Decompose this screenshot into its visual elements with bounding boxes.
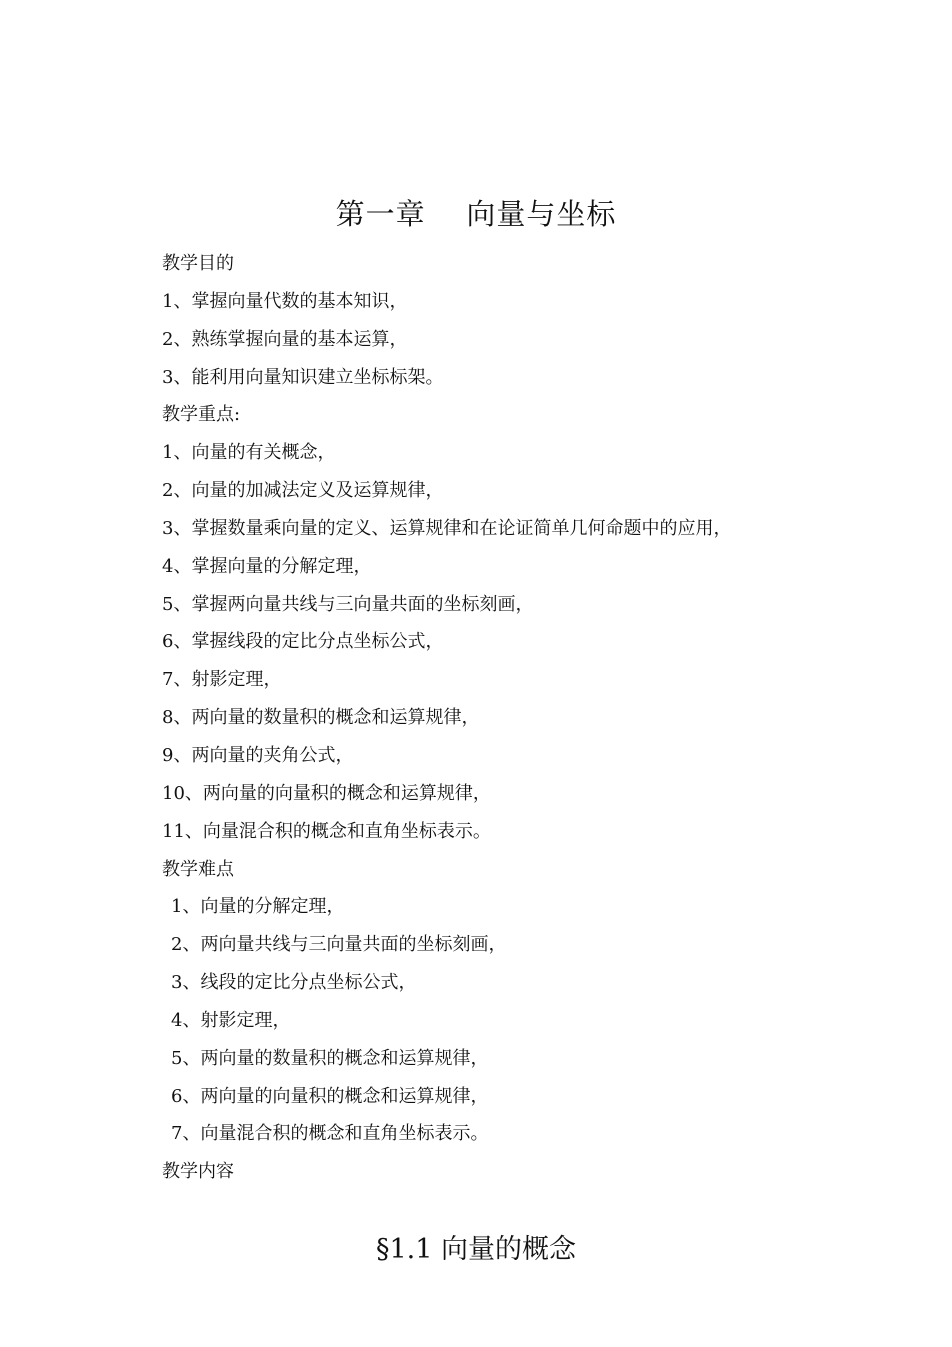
objectives-heading: 教学目的 <box>162 253 234 274</box>
objective-item: 3、能利用向量知识建立坐标标架。 <box>162 366 444 388</box>
key-point-item: 1、向量的有关概念， <box>162 442 336 464</box>
key-point-item: 8、两向量的数量积的概念和运算规律， <box>162 707 480 729</box>
key-points-heading: 教学重点: <box>162 404 241 426</box>
section-title: §1.1 向量的概念 <box>375 1234 577 1265</box>
key-point-item: 10、两向量的向量积的概念和运算规律， <box>162 782 491 804</box>
key-point-item: 5、掌握两向量共线与三向量共面的坐标刻画， <box>162 593 534 615</box>
chapter-title: 第一章 向量与坐标 <box>335 197 617 231</box>
difficulty-item: 4、射影定理， <box>171 1009 291 1031</box>
difficulty-item: 2、两向量共线与三向量共面的坐标刻画， <box>171 934 507 956</box>
content-heading: 教学内容 <box>162 1161 234 1183</box>
difficulty-item: 5、两向量的数量积的概念和运算规律， <box>171 1047 489 1069</box>
key-point-item: 9、两向量的夹角公式， <box>162 744 354 766</box>
key-point-item: 3、掌握数量乘向量的定义、运算规律和在论证简单几何命题中的应用， <box>162 517 732 539</box>
difficulty-item: 6、两向量的向量积的概念和运算规律， <box>171 1085 489 1107</box>
difficulty-item: 3、线段的定比分点坐标公式， <box>171 972 417 994</box>
document-body <box>162 245 862 1191</box>
difficulty-item: 7、向量混合积的概念和直角坐标表示。 <box>171 1123 489 1145</box>
key-point-item: 4、掌握向量的分解定理， <box>162 555 372 577</box>
difficulty-item: 1、向量的分解定理， <box>171 896 345 918</box>
key-point-item: 6、掌握线段的定比分点坐标公式， <box>162 631 444 653</box>
key-point-item: 2、向量的加减法定义及运算规律， <box>162 480 444 502</box>
difficulties-heading: 教学难点 <box>162 858 234 880</box>
objective-item: 2、熟练掌握向量的基本运算， <box>162 328 408 350</box>
objective-item: 1、掌握向量代数的基本知识， <box>162 290 408 312</box>
key-point-item: 7、射影定理， <box>162 669 282 691</box>
key-point-item: 11、向量混合积的概念和直角坐标表示。 <box>162 820 491 842</box>
